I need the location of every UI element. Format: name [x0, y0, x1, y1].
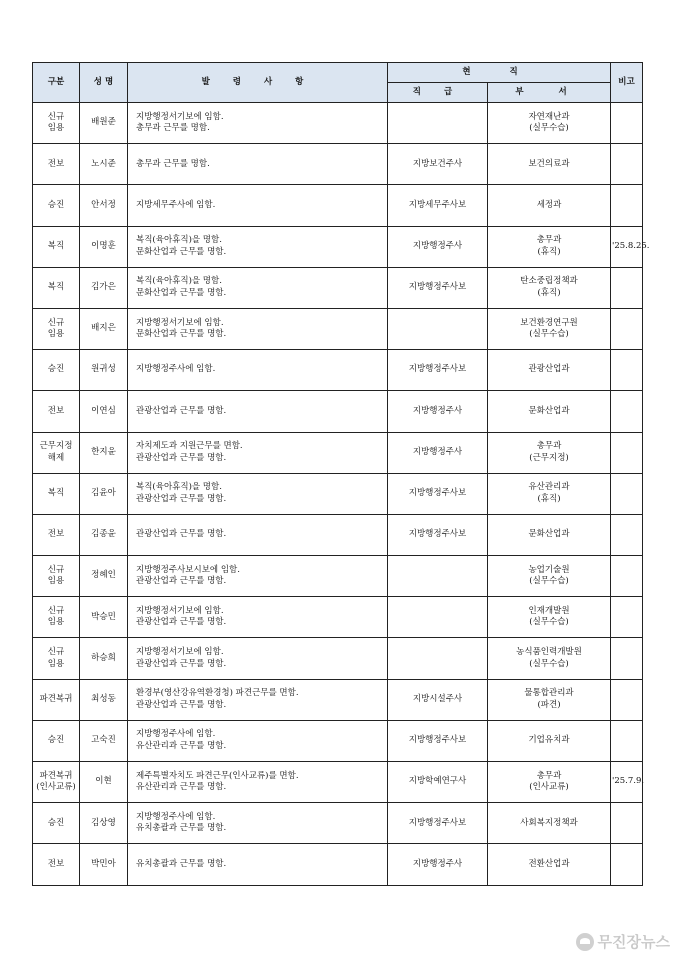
department-cell [488, 844, 611, 885]
name-cell: 노시준 [80, 144, 128, 185]
category-cell-line: 승진 [47, 364, 65, 375]
department-cell [488, 185, 611, 226]
category-cell-line: 임용 [47, 123, 65, 134]
category-cell-line: 복직 [47, 240, 65, 251]
department-cell [488, 226, 611, 267]
category-cell [33, 803, 80, 844]
watermark-text: 무진장뉴스 [597, 933, 670, 951]
department-cell-line: (인사교류) [529, 782, 569, 793]
remark-cell [611, 679, 643, 720]
order-cell-line: 지방세무주사에 임함. [136, 199, 216, 210]
rank-cell [388, 103, 488, 144]
department-cell-line: 보건의료과 [528, 158, 570, 169]
watermark [576, 931, 670, 952]
name-cell: 고숙진 [80, 720, 128, 761]
category-cell [33, 597, 80, 638]
rank-cell: 지방행정주사보 [388, 514, 488, 555]
category-cell [33, 267, 80, 308]
category-cell-line: 전보 [47, 405, 65, 416]
category-cell-line: 신규 [47, 605, 65, 616]
category-cell [33, 391, 80, 432]
remark-cell [611, 597, 643, 638]
table-row [33, 473, 643, 514]
remark-cell [611, 144, 643, 185]
order-cell [128, 391, 388, 432]
order-cell-line: 관광산업과 근무를 명함. [136, 658, 227, 669]
category-cell-line: (인사교류) [36, 782, 76, 793]
order-cell-line: 문화산업과 근무를 명함. [136, 329, 227, 340]
department-cell-line: (휴직) [537, 287, 561, 298]
department-cell-line: 인재개발원 [528, 605, 570, 616]
table-row [33, 803, 643, 844]
name-cell: 김상영 [80, 803, 128, 844]
order-cell-line: 지방행정주사에 임함. [136, 364, 216, 375]
department-cell-line: (실무수습) [529, 576, 569, 587]
order-cell-line: 관광산업과 근무를 명함. [136, 576, 227, 587]
category-cell-line: 복직 [47, 282, 65, 293]
order-cell-line: 관광산업과 근무를 명함. [136, 452, 227, 463]
order-cell-line: 복직(육아휴직)을 명함. [136, 482, 222, 493]
table-row [33, 144, 643, 185]
header-current-position: 현 직 [388, 63, 611, 83]
department-cell [488, 308, 611, 349]
header-category: 구분 [33, 63, 80, 103]
category-cell [33, 350, 80, 391]
order-cell-line: 관광산업과 근무를 명함. [136, 699, 227, 710]
category-cell-line: 임용 [47, 329, 65, 340]
rank-cell: 지방시설주사 [388, 679, 488, 720]
department-cell [488, 638, 611, 679]
department-cell-line: 유산관리과 [528, 482, 570, 493]
department-cell-line: (실무수습) [529, 658, 569, 669]
department-cell-line: 자연재난과 [528, 111, 570, 122]
order-cell [128, 597, 388, 638]
remark-cell [611, 103, 643, 144]
department-cell-line: 총무과 [536, 770, 562, 781]
table-row [33, 679, 643, 720]
department-cell-line: 총무과 [536, 441, 562, 452]
category-cell [33, 473, 80, 514]
order-cell [128, 638, 388, 679]
department-cell [488, 679, 611, 720]
category-cell-line: 승진 [47, 199, 65, 210]
category-cell-line: 신규 [47, 564, 65, 575]
name-cell: 정혜인 [80, 556, 128, 597]
order-cell-line: 유산관리과 근무를 명함. [136, 782, 227, 793]
department-cell [488, 350, 611, 391]
order-cell-line: 유치총괄과 근무를 명함. [136, 823, 227, 834]
department-cell-line: 관광산업과 [528, 364, 570, 375]
category-cell-line: 신규 [47, 111, 65, 122]
category-cell [33, 185, 80, 226]
order-cell [128, 267, 388, 308]
department-cell-line: (실무수습) [529, 617, 569, 628]
order-cell [128, 144, 388, 185]
department-cell-line: (실무수습) [529, 329, 569, 340]
order-cell [128, 803, 388, 844]
category-cell [33, 226, 80, 267]
personnel-order-table [32, 62, 650, 886]
department-cell-line: 기업유치과 [528, 735, 570, 746]
order-cell [128, 308, 388, 349]
department-cell [488, 144, 611, 185]
order-cell [128, 762, 388, 803]
order-cell [128, 226, 388, 267]
rank-cell: 지방행정주사 [388, 226, 488, 267]
department-cell-line: (휴직) [537, 493, 561, 504]
category-cell-line: 승진 [47, 817, 65, 828]
table-row [33, 432, 643, 473]
department-cell-line: (근무지정) [529, 452, 569, 463]
remark-cell [611, 720, 643, 761]
table-row [33, 267, 643, 308]
order-cell-line: 유치총괄과 근무를 명함. [136, 858, 227, 869]
table-header [33, 63, 643, 103]
department-cell-line: 물통합관리과 [524, 688, 574, 699]
order-cell [128, 432, 388, 473]
order-cell-line: 유산관리과 근무를 명함. [136, 740, 227, 751]
order-cell-line: 복직(육아휴직)을 명함. [136, 276, 222, 287]
remark-cell [611, 185, 643, 226]
department-cell [488, 720, 611, 761]
rank-cell: 지방보건주사 [388, 144, 488, 185]
header-order: 발 령 사 항 [128, 63, 388, 103]
category-cell [33, 432, 80, 473]
order-cell-line: 지방행정주사에 임함. [136, 729, 216, 740]
rank-cell [388, 597, 488, 638]
category-cell-line: 복직 [47, 488, 65, 499]
order-cell-line: 관광산업과 근무를 명함. [136, 529, 227, 540]
order-cell-line: 지방행정서기보에 임함. [136, 317, 224, 328]
department-cell-line: (파견) [537, 699, 561, 710]
header-name: 성 명 [80, 63, 128, 103]
rank-cell [388, 308, 488, 349]
table-row [33, 308, 643, 349]
rank-cell: 지방행정주사보 [388, 267, 488, 308]
order-cell-line: 복직(육아휴직)을 명함. [136, 235, 222, 246]
order-cell-line: 관광산업과 근무를 명함. [136, 493, 227, 504]
table-row [33, 185, 643, 226]
remark-cell [611, 267, 643, 308]
order-cell [128, 679, 388, 720]
department-cell-line: (실무수습) [529, 123, 569, 134]
rank-cell: 지방행정주사보 [388, 473, 488, 514]
order-cell [128, 103, 388, 144]
category-cell-line: 해제 [47, 452, 65, 463]
rank-cell: 지방행정주사보 [388, 720, 488, 761]
table-row [33, 844, 643, 885]
category-cell-line: 임용 [47, 658, 65, 669]
rank-cell: 지방행정주사 [388, 844, 488, 885]
department-cell [488, 432, 611, 473]
table-row [33, 391, 643, 432]
category-cell [33, 144, 80, 185]
department-cell [488, 556, 611, 597]
order-cell-line: 제주특별자치도 파견근무(인사교류)를 면함. [136, 770, 299, 781]
order-cell-line: 문화산업과 근무를 명함. [136, 246, 227, 257]
department-cell [488, 597, 611, 638]
order-cell-line: 지방행정주사보시보에 임함. [136, 564, 240, 575]
department-cell-line: 전환산업과 [528, 858, 570, 869]
table-row [33, 226, 643, 267]
remark-cell [611, 556, 643, 597]
department-cell [488, 391, 611, 432]
watermark-logo-icon [576, 933, 594, 951]
department-cell-line: 총무과 [536, 235, 562, 246]
order-cell-line: 문화산업과 근무를 명함. [136, 287, 227, 298]
department-cell-line: (휴직) [537, 246, 561, 257]
rank-cell: 지방행정주사보 [388, 350, 488, 391]
category-cell-line: 임용 [47, 576, 65, 587]
name-cell: 원귀성 [80, 350, 128, 391]
category-cell-line: 전보 [47, 858, 65, 869]
rank-cell: 지방행정주사 [388, 432, 488, 473]
order-cell-line: 관광산업과 근무를 명함. [136, 405, 227, 416]
name-cell: 최성동 [80, 679, 128, 720]
remark-cell: '25.8.25. [611, 226, 643, 267]
name-cell: 김가은 [80, 267, 128, 308]
category-cell [33, 720, 80, 761]
category-cell-line: 신규 [47, 647, 65, 658]
category-cell [33, 514, 80, 555]
rank-cell: 지방행정주사보 [388, 803, 488, 844]
remark-cell [611, 350, 643, 391]
rank-cell: 지방행정주사 [388, 391, 488, 432]
department-cell-line: 세정과 [536, 199, 562, 210]
order-cell [128, 473, 388, 514]
name-cell: 이현 [80, 762, 128, 803]
order-cell-line: 지방행정서기보에 임함. [136, 605, 224, 616]
remark-cell [611, 638, 643, 679]
remark-cell [611, 391, 643, 432]
department-cell [488, 803, 611, 844]
department-cell-line: 보건환경연구원 [520, 317, 578, 328]
header-rank: 직 급 [388, 83, 488, 103]
rank-cell: 지방세무주사보 [388, 185, 488, 226]
order-cell [128, 514, 388, 555]
remark-cell [611, 473, 643, 514]
remark-cell [611, 514, 643, 555]
department-cell [488, 762, 611, 803]
category-cell-line: 승진 [47, 735, 65, 746]
category-cell-line: 파견복귀 [39, 770, 73, 781]
name-cell: 한지윤 [80, 432, 128, 473]
category-cell-line: 전보 [47, 529, 65, 540]
category-cell [33, 762, 80, 803]
category-cell-line: 임용 [47, 617, 65, 628]
category-cell-line: 파견복귀 [39, 693, 73, 704]
department-cell-line: 문화산업과 [528, 529, 570, 540]
order-cell-line: 지방행정서기보에 임함. [136, 111, 224, 122]
remark-cell [611, 432, 643, 473]
category-cell [33, 844, 80, 885]
remark-cell: '25.7.9. [611, 762, 643, 803]
category-cell [33, 556, 80, 597]
order-cell-line: 총무과 근무를 명함. [136, 158, 210, 169]
order-cell-line: 총무과 근무를 명함. [136, 123, 210, 134]
category-cell [33, 679, 80, 720]
department-cell-line: 문화산업과 [528, 405, 570, 416]
department-cell-line: 농식품인력개발원 [516, 647, 582, 658]
table-row [33, 514, 643, 555]
header-department: 부 서 [488, 83, 611, 103]
remark-cell [611, 844, 643, 885]
department-cell [488, 514, 611, 555]
order-cell-line: 환경부(영산강유역환경청) 파견근무를 면함. [136, 688, 299, 699]
remark-cell [611, 803, 643, 844]
table-body [33, 103, 650, 886]
category-cell-line: 근무지정 [39, 441, 73, 452]
name-cell: 김종윤 [80, 514, 128, 555]
category-cell [33, 103, 80, 144]
name-cell: 안서정 [80, 185, 128, 226]
name-cell: 이연심 [80, 391, 128, 432]
category-cell [33, 308, 80, 349]
order-cell-line: 지방행정서기보에 임함. [136, 647, 224, 658]
table-row [33, 103, 643, 144]
order-cell [128, 720, 388, 761]
order-cell-line: 관광산업과 근무를 명함. [136, 617, 227, 628]
name-cell: 배원준 [80, 103, 128, 144]
table-row [33, 638, 643, 679]
category-cell [33, 638, 80, 679]
table-row [33, 720, 643, 761]
category-cell-line: 전보 [47, 158, 65, 169]
name-cell: 김윤아 [80, 473, 128, 514]
category-cell-line: 신규 [47, 317, 65, 328]
order-cell [128, 185, 388, 226]
remark-cell [611, 308, 643, 349]
department-cell [488, 267, 611, 308]
order-cell [128, 556, 388, 597]
rank-cell [388, 556, 488, 597]
table-row [33, 762, 643, 803]
department-cell [488, 473, 611, 514]
header-remarks: 비고 [611, 63, 643, 103]
table-row [33, 556, 643, 597]
name-cell: 하승희 [80, 638, 128, 679]
department-cell-line: 농업기술원 [528, 564, 570, 575]
order-cell [128, 350, 388, 391]
table-row [33, 597, 643, 638]
table-row [33, 350, 643, 391]
order-cell-line: 지방행정주사에 임함. [136, 811, 216, 822]
order-cell-line: 자치제도과 지원근무를 면함. [136, 441, 243, 452]
rank-cell: 지방학예연구사 [388, 762, 488, 803]
name-cell: 배지은 [80, 308, 128, 349]
name-cell: 박민아 [80, 844, 128, 885]
department-cell [488, 103, 611, 144]
order-cell [128, 844, 388, 885]
name-cell: 박승민 [80, 597, 128, 638]
department-cell-line: 탄소중립정책과 [520, 276, 578, 287]
department-cell-line: 사회복지정책과 [520, 817, 578, 828]
name-cell: 이명훈 [80, 226, 128, 267]
rank-cell [388, 638, 488, 679]
